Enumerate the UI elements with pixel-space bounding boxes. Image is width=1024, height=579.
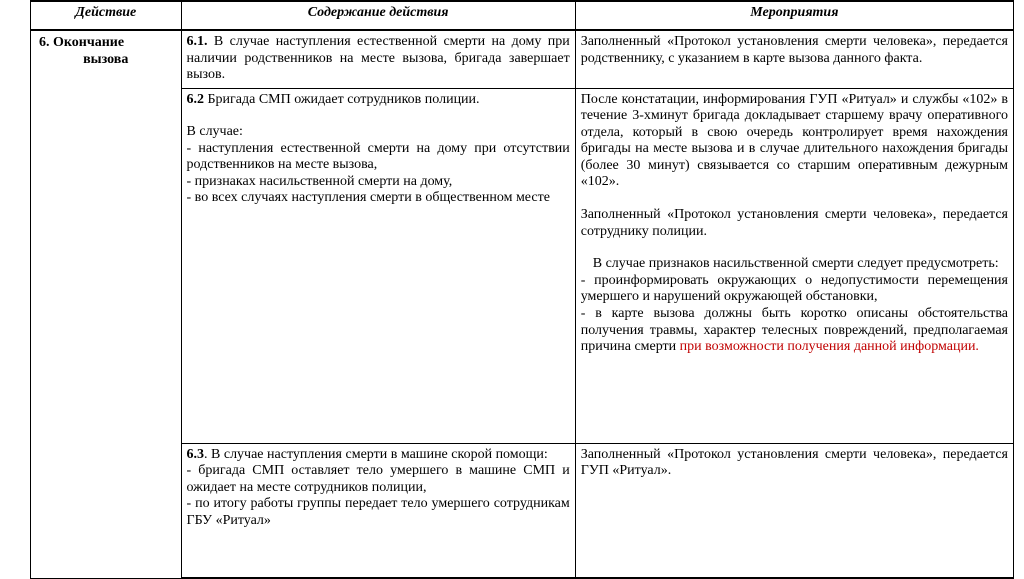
content-text: Бригада СМП ожидает сотрудников полиции. <box>207 91 480 107</box>
header-action: Действие <box>31 1 182 30</box>
measures-cell-6-2 <box>575 88 1013 443</box>
list-item: - по итогу работы группы передает тело умершего сотрудникам ГБУ «Ритуал» <box>186 496 570 528</box>
content-cell-6-1 <box>181 30 575 88</box>
header-measures: Мероприятия <box>575 1 1013 30</box>
measures-text: Заполненный «Протокол установления смерти человека», передается ГУП «Ритуал». <box>580 446 1008 479</box>
stage-cell <box>31 30 182 578</box>
measures-cell-6-1 <box>575 30 1013 88</box>
list-item: - во всех случаях наступления смерти в общественном месте <box>186 190 550 206</box>
measures-paragraph: - проинформировать окружающих о недопустимости перемещения умершего и нарушений окружающей обстановки, <box>580 272 1008 305</box>
measures-paragraph: В случае признаков насильственной смерти следует предусмотреть: <box>592 256 999 272</box>
case-label: В случае: <box>186 124 243 140</box>
measures-paragraph: Заполненный «Протокол установления смерти человека», передается сотруднику полиции. <box>580 207 1008 239</box>
measures-paragraph: - в карте вызова должны быть коротко описаны обстоятельства получения травмы, характер телесных повреждений, предполагаемая причина смерти <box>580 306 1008 355</box>
measures-text: Заполненный «Протокол установления смерти человека», передается родственнику, с указанием в карте вызова данного факта. <box>580 34 1008 66</box>
measures-red-note: при возможности получения данной информации. <box>679 339 979 355</box>
table-header-row <box>31 1 1014 30</box>
content-cell-6-2 <box>181 88 575 443</box>
header-content: Содержание действия <box>181 1 575 30</box>
stage-title-line2: вызова <box>83 51 129 67</box>
table-row <box>31 30 1014 88</box>
stage-title-line1: 6. Окончание <box>39 35 125 50</box>
measures-paragraph: После констатации, информирования ГУП «Ритуал» и службы «102» в течение 3-хминут бригада докладывает старшему врачу оперативного отдела, который в свою очередь контролирует время нахождения бригады на месте вызова и в случае длительного нахождения бригады (более 30 минут) связывается со старшим оперативным дежурным «102». <box>580 91 1008 190</box>
item-number: 6.2 <box>186 91 205 107</box>
list-item: - признаках насильственной смерти на дому, <box>186 173 453 189</box>
list-item: - бригада СМП оставляет тело умершего в машине СМП и ожидает на месте сотрудников полиции, <box>186 463 570 495</box>
measures-cell-6-3 <box>575 443 1013 578</box>
item-number: 6.3 <box>186 446 205 462</box>
content-cell-6-3 <box>181 443 575 578</box>
item-number: 6.1. <box>186 34 208 49</box>
procedure-table <box>30 0 1014 579</box>
content-text: . В случае наступления смерти в машине скорой помощи: <box>204 446 548 462</box>
content-text: В случае наступления естественной смерти на дому при наличии родственников на месте вызова, бригада завершает вызов. <box>186 34 570 83</box>
list-item: - наступления естественной смерти на дому при отсутствии родственников на месте вызова, <box>186 140 570 173</box>
